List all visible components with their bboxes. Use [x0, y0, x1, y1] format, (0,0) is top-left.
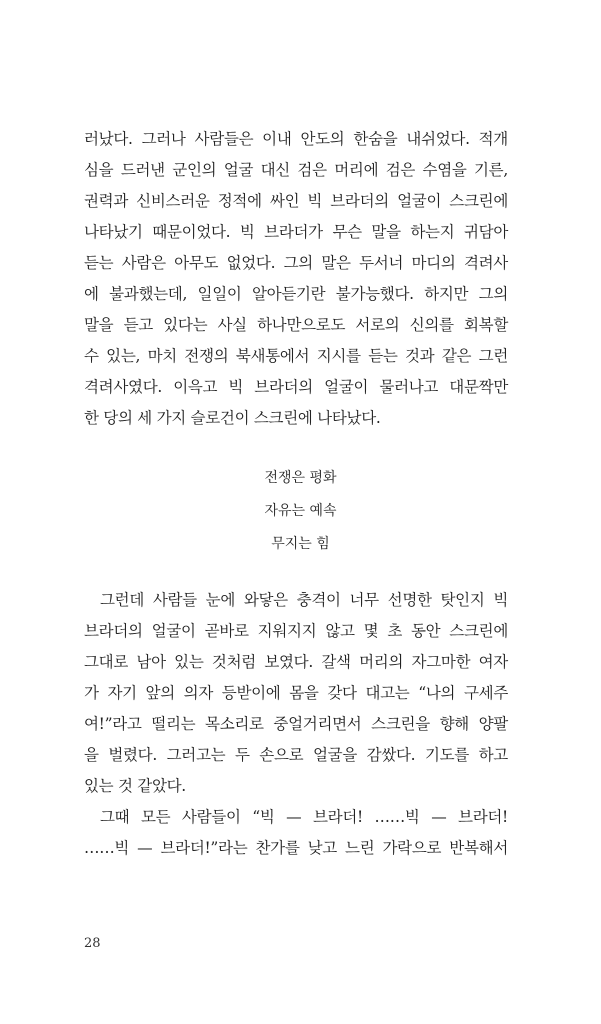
party-slogans	[0, 462, 601, 561]
paragraph-2	[84, 585, 508, 802]
text-line: 여!”라고 떨리는 목소리로 중얼거리면서 스크린을 향해 양팔	[84, 715, 508, 733]
text-line: 말을 듣고 있다는 사실 하나만으로도 서로의 신의를 회복할	[84, 316, 508, 334]
text-line: 듣는 사람은 아무도 없었다. 그의 말은 두서너 마디의 격려사	[84, 254, 508, 272]
text-line: 그대로 남아 있는 것처럼 보였다. 갈색 머리의 자그마한 여자	[84, 653, 508, 671]
text-line: 권력과 신비스러운 정적에 싸인 빅 브라더의 얼굴이 스크린에	[84, 192, 508, 210]
page-number: 28	[84, 936, 101, 951]
slogan-war-is-peace: 전쟁은 평화	[264, 470, 337, 486]
text-line: 그런데 사람들 눈에 와닿은 충격이 너무 선명한 탓인지 빅	[100, 591, 508, 609]
slogan-ignorance-is-strength: 무지는 힘	[271, 536, 330, 552]
slogan-freedom-is-slavery: 자유는 예속	[264, 503, 337, 519]
text-line: 을 벌렸다. 그러고는 두 손으로 얼굴을 감쌌다. 기도를 하고	[84, 746, 508, 764]
text-line: 에 불과했는데, 일일이 알아듣기란 불가능했다. 하지만 그의	[84, 285, 508, 303]
text-line: 있는 것 같았다.	[84, 777, 186, 795]
paragraph-3	[84, 802, 508, 864]
text-line: 러났다. 그러나 사람들은 이내 안도의 한숨을 내쉬었다. 적개	[84, 130, 508, 148]
text-line: 나타났기 때문이었다. 빅 브라더가 무슨 말을 하는지 귀담아	[84, 223, 508, 241]
text-line: 그때 모든 사람들이 “빅 — 브라더! ……빅 — 브라더!	[100, 808, 508, 826]
text-line: ……빅 — 브라더!”라는 찬가를 낮고 느린 가락으로 반복해서	[84, 839, 508, 857]
text-line: 가 자기 앞의 의자 등받이에 몸을 갖다 대고는 “나의 구세주	[84, 684, 508, 702]
text-line: 한 당의 세 가지 슬로건이 스크린에 나타났다.	[84, 409, 381, 427]
text-line: 수 있는, 마치 전쟁의 북새통에서 지시를 듣는 것과 같은 그런	[84, 347, 508, 365]
text-line: 격려사였다. 이윽고 빅 브라더의 얼굴이 물러나고 대문짝만	[84, 378, 508, 396]
paragraph-1	[84, 124, 508, 434]
text-line: 심을 드러낸 군인의 얼굴 대신 검은 머리에 검은 수염을 기른,	[84, 161, 508, 179]
text-line: 브라더의 얼굴이 곧바로 지워지지 않고 몇 초 동안 스크린에	[84, 622, 508, 640]
